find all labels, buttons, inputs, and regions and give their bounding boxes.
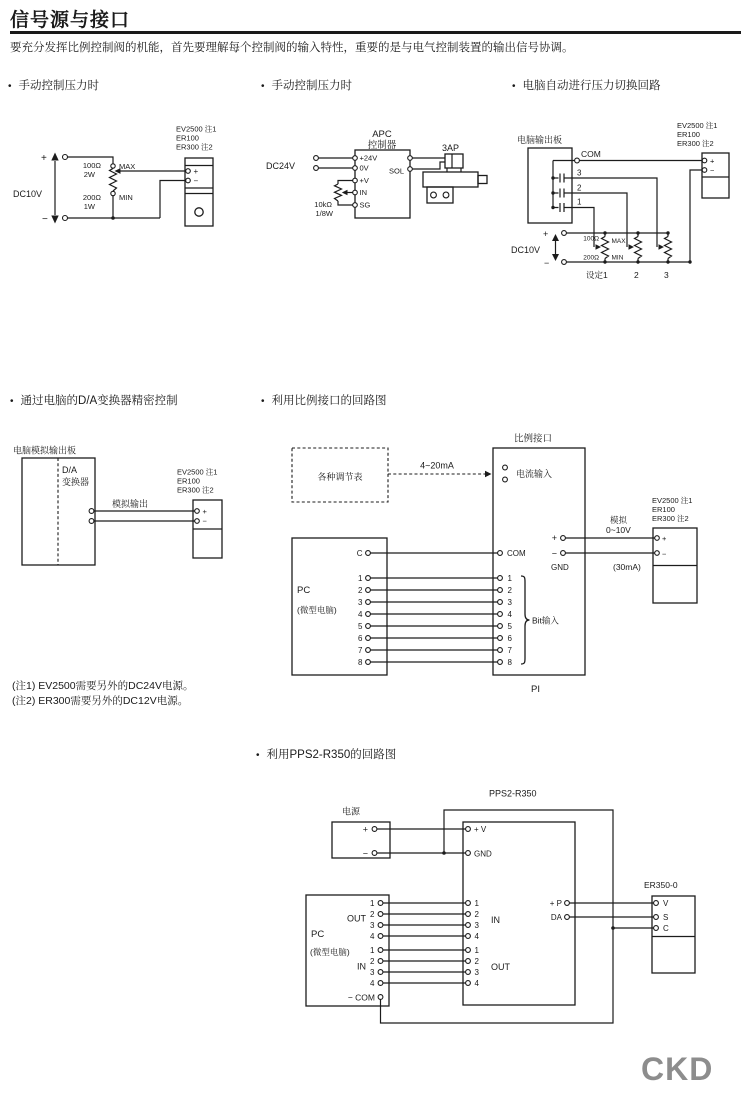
d5-pc-term: 5: [358, 621, 363, 631]
d3-source-label: DC10V: [511, 245, 541, 255]
bullet-icon: •: [261, 81, 265, 92]
d4-wires: [94, 511, 195, 521]
d5-pc-term: 4: [358, 609, 363, 619]
d6-term-gnd: GND: [474, 849, 492, 859]
d5-device-box: [653, 528, 697, 603]
d4-device-line2: ER100: [177, 476, 200, 486]
d5-term-minus: −: [662, 549, 667, 559]
d2-term-sol: SOL: [388, 166, 404, 176]
d5-device-line1: EV2500 注1: [652, 496, 693, 505]
d5-pc-term: 6: [358, 633, 363, 643]
d3-relay-3: 3: [577, 168, 582, 178]
d1-resistor1-watt: 2W: [83, 170, 95, 179]
bullet-icon: •: [8, 81, 12, 92]
d6-er-term-c: C: [663, 924, 669, 933]
d2-pot-label: 10kΩ: [314, 200, 332, 209]
d5-term-plus: +: [662, 534, 667, 543]
page-title: 信号源与接口: [10, 10, 131, 31]
title-rule: [10, 31, 741, 34]
d5-plus: +: [551, 533, 557, 543]
d6-pps-out-term: 1: [474, 945, 479, 955]
d5-pc-term: 1: [358, 573, 363, 583]
d6-pc-in-term: 4: [370, 978, 375, 988]
d5-bit-input-label: Bit输入: [532, 615, 559, 626]
diagram-da-converter: [0, 440, 260, 580]
manual-knob-icon: [195, 208, 203, 216]
d6-pps-out-term: 3: [474, 967, 479, 977]
d4-board-box: [22, 458, 95, 565]
d6-pps-in-term: 4: [474, 931, 479, 941]
d6-pps-out-term: 2: [474, 956, 479, 966]
d4-device-box: [193, 500, 222, 558]
d4-term-plus: +: [202, 507, 207, 516]
bullet-icon: •: [10, 396, 14, 407]
d2-valve-label: 3AP: [442, 143, 460, 153]
section-heading-1: [8, 77, 99, 93]
d5-pc-term: 8: [358, 657, 363, 667]
d6-power-plus: +: [362, 824, 368, 835]
d5-pi-title: 比例接口: [514, 433, 553, 445]
d4-term-minus: −: [202, 516, 207, 526]
d3-term-plus: +: [710, 156, 715, 166]
section-heading-6: [256, 746, 396, 762]
section-heading-5: [261, 392, 387, 408]
d6-wires: [377, 810, 654, 1023]
section-2-label: 手动控制压力时: [271, 80, 353, 92]
d2-source-label: DC24V: [266, 161, 296, 171]
diagram-computer-switching: [505, 118, 750, 305]
bullet-icon: •: [256, 750, 260, 761]
d5-device-line3: ER300 注2: [652, 514, 689, 523]
d6-pps-title: PPS2-R350: [489, 788, 537, 799]
d3-com-label: COM: [581, 149, 601, 159]
d5-pi-label: PI: [531, 684, 540, 695]
d2-valve-3ap: [423, 154, 487, 203]
d1-device-box: [185, 158, 213, 226]
diagram-manual-control-1: [0, 120, 260, 300]
d1-source-label: DC10V: [13, 189, 43, 199]
d6-term-p: + P: [549, 899, 562, 908]
d2-term-sg: SG: [359, 200, 371, 210]
d3-resistor1: 100Ω: [583, 235, 599, 243]
d5-analog-line1: 模拟: [610, 515, 628, 525]
d3-resistor2: 200Ω: [583, 254, 599, 262]
bit-input-brace: [521, 576, 530, 664]
d6-pc-in-term: 2: [370, 956, 375, 966]
d5-pi-term: 7: [507, 645, 512, 655]
d4-analog-out-label: 模拟输出: [112, 499, 149, 509]
d2-wires: [314, 153, 445, 205]
d5-device-line2: ER100: [652, 505, 675, 514]
d6-power-minus: −: [362, 848, 368, 859]
d1-max-label: MAX: [119, 162, 136, 171]
footnote-2: (注2) ER300需要另外的DC12V电源。: [12, 694, 189, 707]
d5-analog-line2: 0~10V: [606, 525, 631, 535]
d3-relay-1: 1: [577, 197, 582, 207]
d1-resistor1: 100Ω: [82, 161, 101, 170]
d5-minus: −: [551, 548, 557, 559]
d5-pi-term: 1: [507, 573, 512, 583]
d6-er-term-v: V: [663, 899, 669, 908]
section-6-label: 利用PPS2-R350的回路图: [266, 749, 397, 761]
d4-da-line2: 变换器: [62, 477, 90, 487]
d3-relay-2: 2: [577, 183, 582, 193]
d2-controller-line2: 控制器: [367, 140, 397, 151]
d3-minus: −: [544, 258, 550, 268]
d1-term-plus: +: [193, 167, 199, 176]
d5-pi-term: 3: [507, 597, 512, 607]
section-1-label: 手动控制压力时: [18, 80, 100, 92]
d5-current-input-label: 电流输入: [516, 469, 553, 479]
d6-pc-com-label: − COM: [347, 992, 375, 1003]
d3-max-label: MAX: [611, 238, 626, 245]
d6-pc-in-term: 3: [370, 967, 375, 977]
section-3-label: 电脑自动进行压力切换回路: [522, 80, 661, 92]
d2-pot-watt: 1/8W: [315, 209, 333, 218]
d2-term-v: +V: [359, 176, 369, 185]
d1-device-line3: ER300 注2: [176, 142, 213, 152]
d6-pc-out-term: 4: [370, 931, 375, 941]
section-4-label: 通过电脑的D/A变换器精密控制: [20, 395, 178, 407]
d2-term-0v: 0V: [359, 163, 369, 173]
footnotes: [12, 679, 193, 708]
d5-pi-term: 2: [507, 585, 512, 595]
d2-controller-line1: APC: [372, 129, 392, 140]
d3-board-box: [528, 148, 702, 250]
d4-device-line3: ER300 注2: [177, 485, 214, 495]
section-heading-3: [512, 77, 661, 93]
d6-pps-in-term: 2: [474, 909, 479, 919]
d3-setting-3: 3: [664, 270, 669, 280]
d1-term-minus: −: [193, 176, 199, 186]
d2-term-in: IN: [359, 188, 367, 197]
d6-pc-out-label: OUT: [347, 913, 366, 924]
d5-gnd-label: GND: [551, 563, 569, 572]
d6-pc-sublabel: (微型电脑): [310, 947, 350, 957]
d3-device-line3: ER300 注2: [677, 139, 714, 148]
d3-plus: +: [543, 229, 549, 239]
d6-pc-out-term: 1: [370, 898, 375, 908]
d5-pi-term: 8: [507, 657, 512, 667]
d4-board-label: 电脑模拟输出板: [13, 445, 77, 456]
d5-regulator-label: 各种调节表: [317, 472, 363, 482]
d5-pc-term: 2: [358, 585, 363, 595]
d3-setting-1: 设定1: [586, 270, 608, 280]
d5-pi-term: 5: [507, 621, 512, 631]
d1-plus: +: [41, 153, 47, 164]
d2-term-24v: +24V: [359, 153, 378, 163]
d6-pc-in-label: IN: [357, 961, 366, 972]
section-5-label: 利用比例接口的回路图: [271, 395, 387, 407]
d1-minus: −: [42, 214, 48, 225]
d5-current-range: 4~20mA: [420, 460, 454, 471]
d6-pc-out-term: 3: [370, 920, 375, 930]
bullet-icon: •: [512, 81, 516, 92]
d3-device-line2: ER100: [677, 130, 700, 139]
d4-da-line1: D/A: [62, 465, 78, 475]
bullet-icon: •: [261, 396, 265, 407]
section-heading-4: [10, 392, 178, 408]
d6-pc-in-term: 1: [370, 945, 375, 955]
d1-resistor2-watt: 1W: [83, 202, 95, 211]
diagram-manual-control-2: [260, 120, 510, 300]
d5-pi-term-com: COM: [507, 548, 526, 558]
d6-term-vplus: + V: [474, 825, 487, 834]
d5-pi-term: 4: [507, 609, 512, 619]
d3-term-minus: −: [710, 166, 715, 175]
d1-resistor2: 200Ω: [82, 193, 101, 202]
intro-text: 要充分发挥比例控制阀的机能，首先要理解每个控制阀的输入特性，重要的是与电气控制装置的输出信号协调。: [10, 42, 574, 54]
d6-er-title: ER350-0: [644, 880, 678, 890]
d6-pps-in-label: IN: [491, 915, 500, 925]
d4-device-line1: EV2500 注1: [177, 467, 218, 477]
d1-min-label: MIN: [119, 193, 133, 202]
footnote-1: (注1) EV2500需要另外的DC24V电源。: [12, 680, 194, 692]
d3-device-line1: EV2500 注1: [677, 121, 718, 130]
d5-pi-term: 6: [507, 633, 512, 643]
d6-pps-in-term: 3: [474, 920, 479, 930]
d5-pc-term: 7: [358, 645, 363, 655]
ckd-logo: CKD: [641, 1051, 714, 1087]
d3-board-label: 电脑输出板: [517, 135, 563, 145]
d5-pc-sublabel: (微型电脑): [297, 605, 337, 615]
d5-pc-label: PC: [297, 585, 311, 596]
d6-power-label: 电源: [342, 806, 361, 817]
d6-er-term-s: S: [663, 913, 669, 922]
d6-er-box: [652, 896, 695, 973]
d6-pc-label: PC: [311, 929, 325, 940]
d1-device-line1: EV2500 注1: [176, 124, 217, 134]
section-heading-2: [261, 77, 352, 93]
d6-pps-out-term: 4: [474, 978, 479, 988]
d6-term-da: DA: [550, 913, 562, 922]
d5-current-note: (30mA): [613, 562, 641, 572]
d6-pc-out-term: 2: [370, 909, 375, 919]
d1-device-line2: ER100: [176, 133, 199, 143]
d5-pc-term: 3: [358, 597, 363, 607]
d3-setting-2: 2: [634, 270, 639, 280]
d6-pps-in-term: 1: [474, 898, 479, 908]
diagram-pps2-r350: [260, 780, 750, 1040]
d5-pc-term-c: C: [356, 548, 363, 558]
d6-pps-out-label: OUT: [491, 962, 510, 972]
diagram-proportional-interface: [260, 430, 750, 700]
d3-min-label: MIN: [611, 254, 624, 262]
